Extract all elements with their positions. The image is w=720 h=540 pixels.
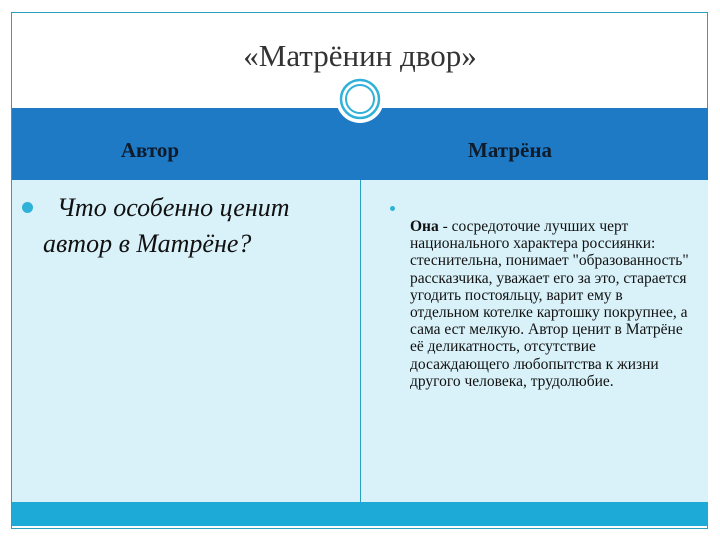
right-cell-body: - сосредоточие лучших черт национального характера россиянки: стеснительна, понимает "образованность" рассказчика, уважает его за это, старается угодить постояльцу, варит ему в отдельном котелке картошку покрупнее, а сама ест мелкую. Автор ценит в Матрёне её деликатность, отсутствие досаждающего любопытства к жизни другого человека, трудолюбие. <box>410 218 689 390</box>
slide-title: «Матрёнин двор» <box>243 38 477 73</box>
dot-bullet-icon <box>390 206 395 211</box>
column-divider <box>360 180 361 502</box>
right-cell-description <box>410 218 690 390</box>
table-footer-band <box>12 502 708 526</box>
left-cell-question: Что особенно ценит автор в Матрёне? <box>43 193 290 258</box>
right-cell-lead: Она <box>410 218 439 235</box>
double-ring-icon <box>335 74 385 124</box>
column-header-matryona: Матрёна <box>468 138 552 162</box>
column-header-author: Автор <box>120 138 180 162</box>
dot-bullet-icon <box>22 202 33 213</box>
